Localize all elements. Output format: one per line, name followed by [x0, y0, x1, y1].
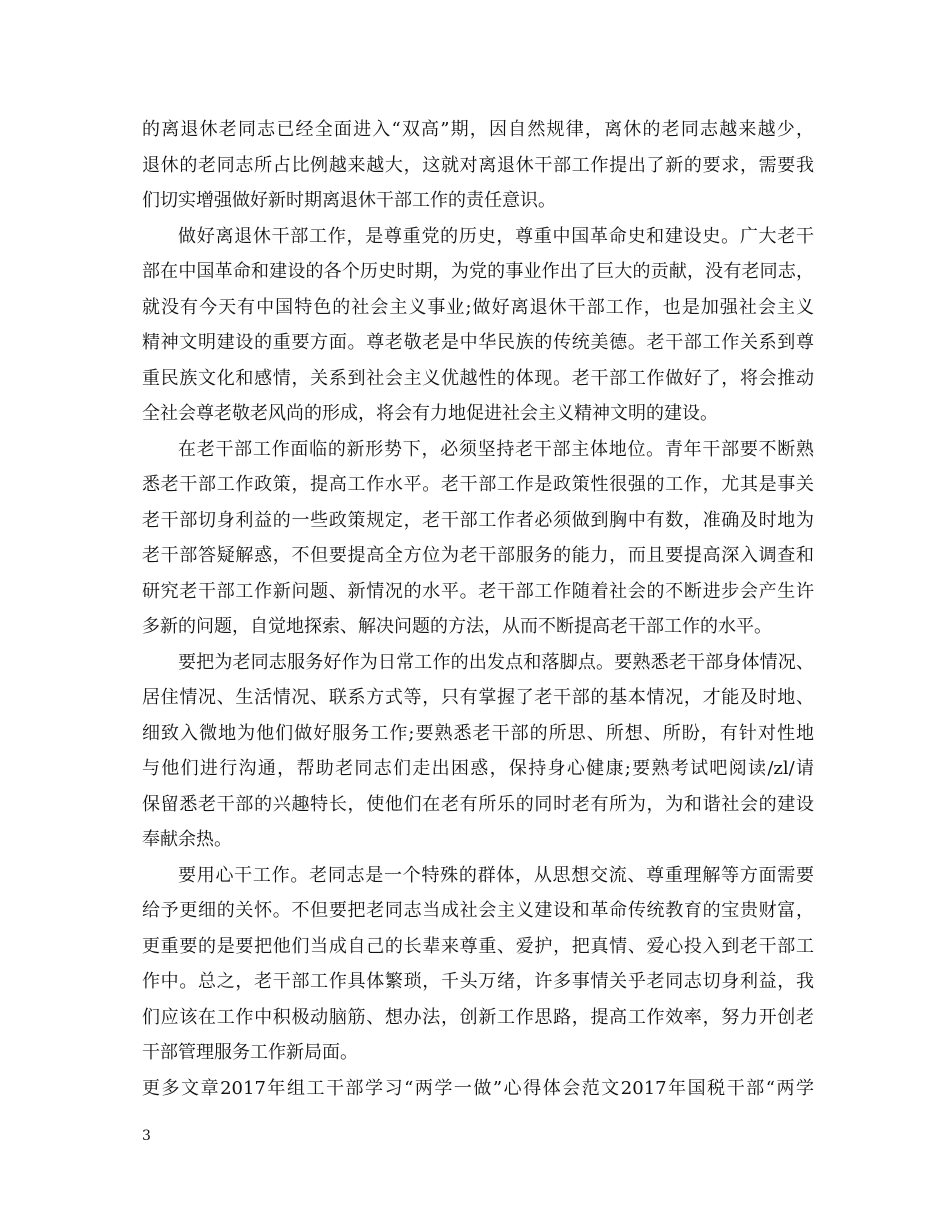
- page-number: 3: [142, 1128, 151, 1144]
- text-line: 就没有今天有中国特色的社会主义事业;做好离退休干部工作，也是加强社会主义: [142, 296, 814, 318]
- text-line: 细致入微地为他们做好服务工作;要熟悉老干部的所思、所想、所盼，有针对性地: [142, 722, 814, 744]
- text-line: 要用心干工作。老同志是一个特殊的群体，从思想交流、尊重理解等方面需要: [178, 864, 814, 886]
- text-line: 老干部答疑解惑，不但要提高全方位为老干部服务的能力，而且要提高深入调查和: [142, 545, 814, 566]
- text-line: 们应该在工作中积极动脑筋、想办法，创新工作思路，提高工作效率，努力开创老: [142, 1006, 814, 1028]
- text-line: 全社会尊老敬老风尚的形成，将会有力地促进社会主义精神文明的建设。: [142, 403, 718, 424]
- text-line: 部在中国革命和建设的各个历史时期，为党的事业作出了巨大的贡献，没有老同志，: [142, 261, 814, 282]
- text-line: 的离退休老同志已经全面进入“双高”期，因自然规律，离休的老同志越来越少，: [142, 119, 814, 140]
- text-line: 做好离退休干部工作，是尊重党的历史，尊重中国革命史和建设史。广大老干: [178, 225, 814, 247]
- text-line: 居住情况、生活情况、联系方式等，只有掌握了老干部的基本情况，才能及时地、: [142, 687, 814, 708]
- text-line: 要把为老同志服务好作为日常工作的出发点和落脚点。要熟悉老干部身体情况、: [178, 651, 814, 673]
- text-line: 们切实增强做好新时期离退休干部工作的责任意识。: [142, 190, 556, 211]
- text-line: 精神文明建设的重要方面。尊老敬老是中华民族的传统美德。老干部工作关系到尊: [142, 332, 814, 353]
- text-line: 干部管理服务工作新局面。: [142, 1042, 358, 1063]
- text-line: 悉老干部工作政策，提高工作水平。老干部工作是政策性很强的工作，尤其是事关: [142, 474, 814, 495]
- text-line: 更重要的是要把他们当成自己的长辈来尊重、爱护，把真情、爱心投入到老干部工: [142, 935, 814, 957]
- text-line: 重民族文化和感情，关系到社会主义优越性的体现。老干部工作做好了，将会推动: [142, 367, 814, 389]
- text-line: 在老干部工作面临的新形势下，必须坚持老干部主体地位。青年干部要不断熟: [178, 438, 814, 460]
- text-line: 研究老干部工作新问题、新情况的水平。老干部工作随着社会的不断进步会产生许: [142, 580, 814, 602]
- document-body: [142, 112, 814, 1106]
- text-line: 多新的问题，自觉地探索、解决问题的方法，从而不断提高老干部工作的水平。: [142, 616, 772, 637]
- text-line: 作中。总之，老干部工作具体繁琐，千头万绪，许多事情关乎老同志切身利益，我: [142, 971, 814, 992]
- text-line: 奉献余热。: [142, 829, 232, 850]
- text-line: 与他们进行沟通，帮助老同志们走出困惑，保持身心健康;要熟考试吧阅读/zl/请: [142, 758, 814, 779]
- text-line: 给予更细的关怀。不但要把老同志当成社会主义建设和革命传统教育的宝贵财富，: [142, 900, 814, 921]
- text-line: 更多文章2017年组工干部学习“两学一做”心得体会范文2017年国税干部“两学: [142, 1077, 814, 1099]
- text-line: 保留悉老干部的兴趣特长，使他们在老有所乐的同时老有所为，为和谐社会的建设: [142, 793, 814, 815]
- text-line: 老干部切身利益的一些政策规定，老干部工作者必须做到胸中有数，准确及时地为: [142, 509, 814, 531]
- text-line: 退休的老同志所占比例越来越大，这就对离退休干部工作提出了新的要求，需要我: [142, 154, 814, 176]
